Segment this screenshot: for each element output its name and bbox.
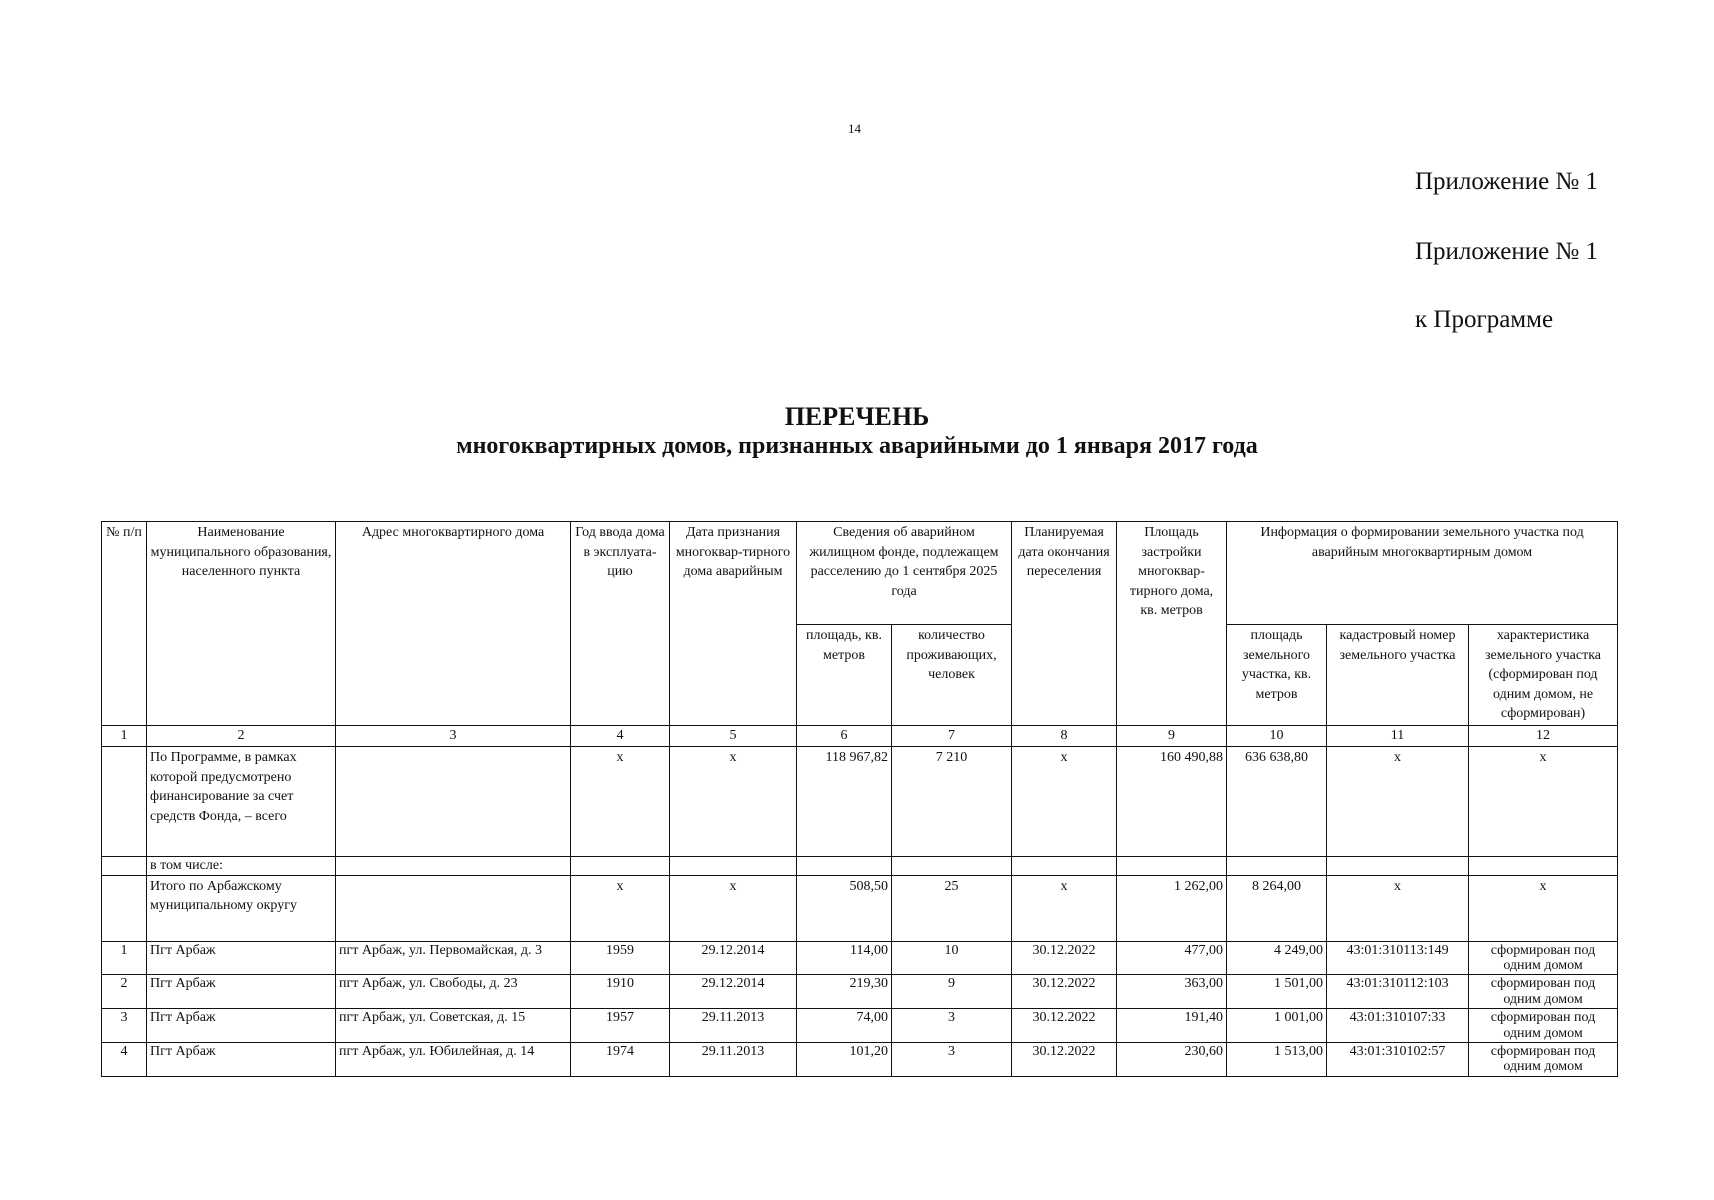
row-cadastral: 43:01:310102:57 — [1327, 1042, 1469, 1076]
column-number: 6 — [797, 725, 892, 746]
column-number: 3 — [336, 725, 571, 746]
row-name: Пгт Арбаж — [147, 1009, 336, 1043]
column-number: 4 — [571, 725, 670, 746]
row-planned: 30.12.2022 — [1012, 1042, 1117, 1076]
row-year: 1910 — [571, 975, 670, 1009]
row-cadastral: 43:01:310112:103 — [1327, 975, 1469, 1009]
header-land-area: площадь земельного участка, кв. метров — [1227, 625, 1327, 726]
total-program-area: 118 967,82 — [797, 747, 892, 857]
row-people: 9 — [892, 975, 1012, 1009]
appendix-line-2: Приложение № 1 — [1415, 238, 1599, 265]
page-number: 14 — [848, 121, 861, 136]
row-area: 219,30 — [797, 975, 892, 1009]
row-people: 10 — [892, 941, 1012, 975]
column-number: 7 — [892, 725, 1012, 746]
including-row — [102, 857, 1618, 875]
row-date: 29.11.2013 — [670, 1042, 797, 1076]
table-cell — [336, 747, 571, 857]
row-area: 114,00 — [797, 941, 892, 975]
row-characteristic: сформирован под одним домом — [1469, 1042, 1618, 1076]
table-row — [102, 975, 1618, 1009]
table-cell — [1012, 857, 1117, 875]
total-okrug-people: 25 — [892, 875, 1012, 941]
total-program-building-area: 160 490,88 — [1117, 747, 1227, 857]
table-row — [102, 941, 1618, 975]
table-header-row — [102, 522, 1618, 625]
table-cell — [1469, 857, 1618, 875]
total-program-name: По Программе, в рамках которой предусмотрено финансирование за счет средств Фонда, – всего — [147, 747, 336, 857]
total-program-land-area: 636 638,80 — [1227, 747, 1327, 857]
row-land-area: 1 513,00 — [1227, 1042, 1327, 1076]
row-num: 4 — [102, 1042, 147, 1076]
appendix-line-3: к Программе — [1415, 306, 1554, 333]
row-address: пгт Арбаж, ул. Первомайская, д. 3 — [336, 941, 571, 975]
table-cell — [1117, 857, 1227, 875]
row-num: 3 — [102, 1009, 147, 1043]
row-characteristic: сформирован под одним домом — [1469, 941, 1618, 975]
row-date: 29.11.2013 — [670, 1009, 797, 1043]
table-cell — [670, 857, 797, 875]
houses-table — [101, 521, 1618, 1077]
header-num: № п/п — [102, 522, 147, 726]
total-program-row — [102, 747, 1618, 857]
document-subtitle: многоквартирных домов, признанных аварийными до 1 января 2017 года — [456, 433, 1258, 459]
table-cell — [102, 875, 147, 941]
row-building-area: 363,00 — [1117, 975, 1227, 1009]
table-row — [102, 1042, 1618, 1076]
row-planned: 30.12.2022 — [1012, 975, 1117, 1009]
row-address: пгт Арбаж, ул. Советская, д. 15 — [336, 1009, 571, 1043]
table-cell — [1227, 857, 1327, 875]
row-name: Пгт Арбаж — [147, 941, 336, 975]
row-cadastral: 43:01:310113:149 — [1327, 941, 1469, 975]
table-cell — [571, 857, 670, 875]
row-people: 3 — [892, 1009, 1012, 1043]
column-number: 10 — [1227, 725, 1327, 746]
column-number: 2 — [147, 725, 336, 746]
total-okrug-cadastral: х — [1327, 875, 1469, 941]
total-okrug-land-area: 8 264,00 — [1227, 875, 1327, 941]
table-cell — [336, 875, 571, 941]
header-name: Наименование муниципального образования, населенного пункта — [147, 522, 336, 726]
total-program-planned: х — [1012, 747, 1117, 857]
total-program-cadastral: х — [1327, 747, 1469, 857]
row-name: Пгт Арбаж — [147, 975, 336, 1009]
total-okrug-building-area: 1 262,00 — [1117, 875, 1227, 941]
total-okrug-date: х — [670, 875, 797, 941]
row-building-area: 477,00 — [1117, 941, 1227, 975]
row-num: 2 — [102, 975, 147, 1009]
appendix-line-1: Приложение № 1 — [1415, 168, 1599, 195]
header-land: Информация о формировании земельного участка под аварийным многоквартирным домом — [1227, 522, 1618, 625]
header-planned: Планируемая дата окончания переселения — [1012, 522, 1117, 726]
total-okrug-year: х — [571, 875, 670, 941]
row-building-area: 191,40 — [1117, 1009, 1227, 1043]
header-building-area: Площадь застройки многоквар-тирного дома, кв. метров — [1117, 522, 1227, 726]
document-title: ПЕРЕЧЕНЬ — [784, 402, 930, 431]
row-characteristic: сформирован под одним домом — [1469, 1009, 1618, 1043]
including-label: в том числе: — [147, 857, 336, 875]
table-row — [102, 1009, 1618, 1043]
row-date: 29.12.2014 — [670, 941, 797, 975]
total-okrug-area: 508,50 — [797, 875, 892, 941]
row-year: 1959 — [571, 941, 670, 975]
total-program-people: 7 210 — [892, 747, 1012, 857]
total-program-date: х — [670, 747, 797, 857]
row-area: 74,00 — [797, 1009, 892, 1043]
table-cell — [336, 857, 571, 875]
table-cell — [1327, 857, 1469, 875]
total-okrug-name: Итого по Арбажскому муниципальному округу — [147, 875, 336, 941]
header-date: Дата признания многоквар-тирного дома аварийным — [670, 522, 797, 726]
column-number: 5 — [670, 725, 797, 746]
total-okrug-row — [102, 875, 1618, 941]
row-name: Пгт Арбаж — [147, 1042, 336, 1076]
row-land-area: 4 249,00 — [1227, 941, 1327, 975]
header-cadastral: кадастровый номер земельного участка — [1327, 625, 1469, 726]
row-num: 1 — [102, 941, 147, 975]
column-number: 9 — [1117, 725, 1227, 746]
row-area: 101,20 — [797, 1042, 892, 1076]
header-address: Адрес многоквартирного дома — [336, 522, 571, 726]
row-building-area: 230,60 — [1117, 1042, 1227, 1076]
column-number: 11 — [1327, 725, 1469, 746]
table-cell — [892, 857, 1012, 875]
row-characteristic: сформирован под одним домом — [1469, 975, 1618, 1009]
header-fund: Сведения об аварийном жилищном фонде, подлежащем расселению до 1 сентября 2025 года — [797, 522, 1012, 625]
row-people: 3 — [892, 1042, 1012, 1076]
column-number: 12 — [1469, 725, 1618, 746]
row-address: пгт Арбаж, ул. Юбилейная, д. 14 — [336, 1042, 571, 1076]
row-year: 1974 — [571, 1042, 670, 1076]
header-year: Год ввода дома в эксплуата-цию — [571, 522, 670, 726]
row-land-area: 1 001,00 — [1227, 1009, 1327, 1043]
header-characteristic: характеристика земельного участка (сформирован под одним домом, не сформирован) — [1469, 625, 1618, 726]
row-address: пгт Арбаж, ул. Свободы, д. 23 — [336, 975, 571, 1009]
total-okrug-characteristic: х — [1469, 875, 1618, 941]
row-planned: 30.12.2022 — [1012, 1009, 1117, 1043]
total-program-year: х — [571, 747, 670, 857]
total-okrug-planned: х — [1012, 875, 1117, 941]
row-date: 29.12.2014 — [670, 975, 797, 1009]
row-land-area: 1 501,00 — [1227, 975, 1327, 1009]
table-cell — [102, 857, 147, 875]
column-number: 8 — [1012, 725, 1117, 746]
header-fund-area: площадь, кв. метров — [797, 625, 892, 726]
column-number: 1 — [102, 725, 147, 746]
table-cell — [102, 747, 147, 857]
row-planned: 30.12.2022 — [1012, 941, 1117, 975]
table-cell — [797, 857, 892, 875]
total-program-characteristic: х — [1469, 747, 1618, 857]
row-cadastral: 43:01:310107:33 — [1327, 1009, 1469, 1043]
header-fund-people: количество проживающих, человек — [892, 625, 1012, 726]
row-year: 1957 — [571, 1009, 670, 1043]
column-numbers-row — [102, 725, 1618, 746]
